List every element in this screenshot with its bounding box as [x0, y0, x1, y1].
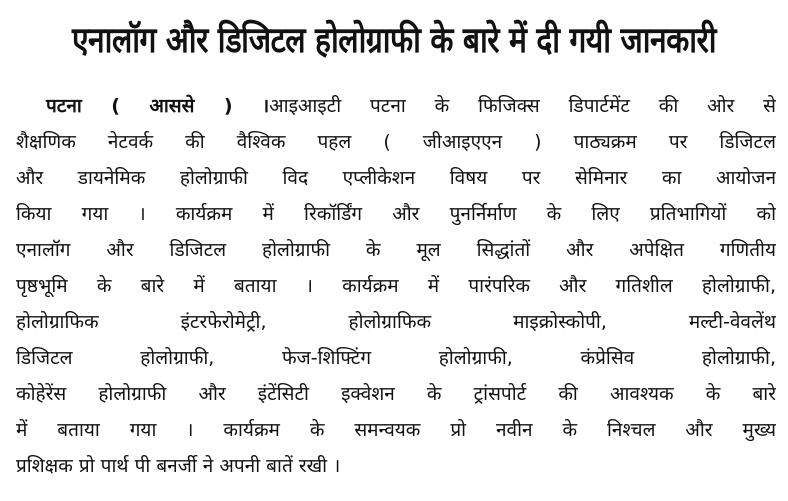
body-line-6: पृष्ठभूमि के बारे में बताया । कार्यक्रम में पारंपरिक और गतिशील होलोग्राफी, [16, 275, 776, 297]
body-line-3: और डायनेमिक होलोग्राफी विद एप्लीकेशन विषय पर सेमिनार का आयोजन [16, 167, 776, 189]
body-line-9: कोहेरेंस होलोग्राफी और इंटेंसिटी इक्वेशन के ट्रांसपोर्ट की आवश्यक के बारे [16, 383, 776, 405]
body-line-1 [16, 88, 776, 124]
article-body [16, 88, 776, 484]
body-line-11: प्रशिक्षक प्रो पार्थ पी बनर्जी ने अपनी बातें रखी । [16, 455, 341, 477]
body-line-5: एनालॉग और डिजिटल होलोग्राफी के मूल सिद्धांतों और अपेक्षित गणितीय [16, 239, 776, 261]
article-headline: एनालॉग और डिजिटल होलोग्राफी के बारे में दी गयी जानकारी [71, 20, 717, 62]
body-line-2: शैक्षणिक नेटवर्क की वैश्विक पहल ( जीआइएएन ) पाठ्यक्रम पर डिजिटल [16, 131, 776, 153]
body-line-10: में बताया गया । कार्यक्रम के समन्वयक प्रो नवीन के निश्चल और मुख्य [16, 419, 776, 441]
body-line-8: डिजिटल होलोग्राफी, फेज-शिफ्टिंग होलोग्राफी, कंप्रेसिव होलोग्राफी, [16, 347, 776, 369]
body-line-7: होलोग्राफिक इंटरफेरोमेट्री, होलोग्राफिक माइक्रोस्कोपी, मल्टी-वेवलेंथ [16, 311, 776, 333]
article-dateline: पटना ( आससे ) । [46, 95, 270, 117]
body-line-1-text: आइआइटी पटना के फिजिक्स डिपार्टमेंट की ओर से [269, 95, 776, 117]
body-line-4: किया गया । कार्यक्रम में रिकॉर्डिंग और पुनर्निर्माण के लिए प्रतिभागियों को [16, 203, 776, 225]
